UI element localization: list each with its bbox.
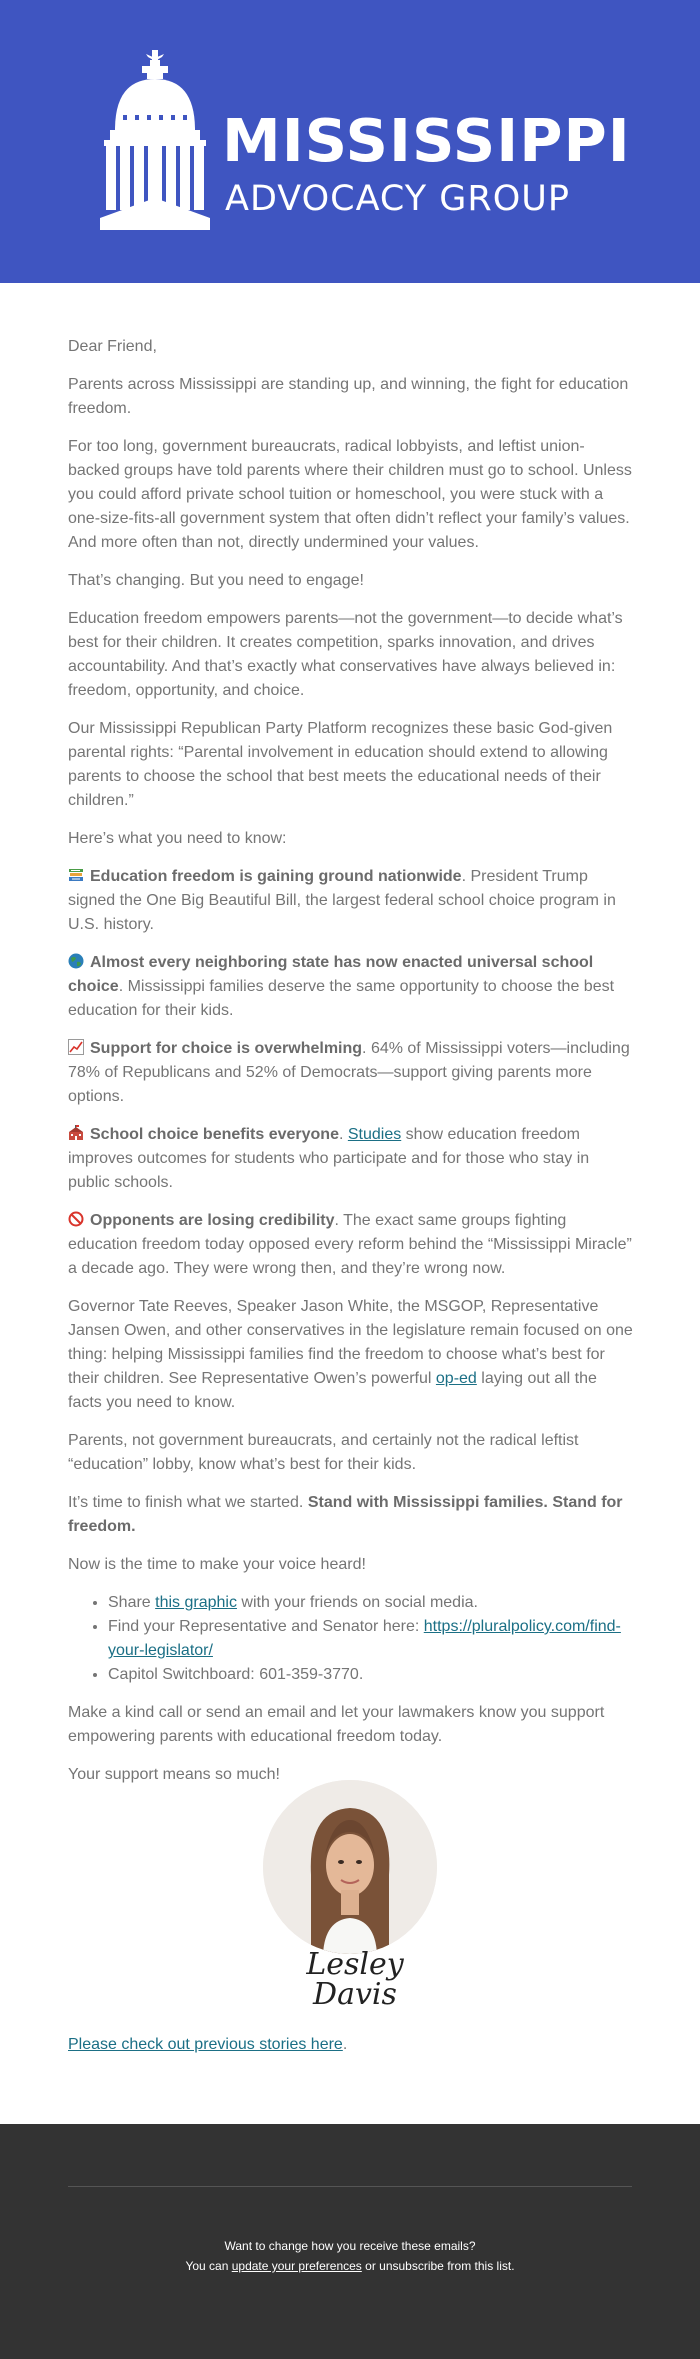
paragraph (68, 1491, 633, 1539)
school-icon (68, 1125, 84, 1141)
key-point-bold: Education freedom is gaining ground nationwide (90, 868, 462, 885)
update-preferences-link[interactable]: update your preferences (231, 2259, 362, 2273)
paragraph (68, 1295, 633, 1415)
paragraph-text: Governor Tate Reeves, Speaker Jason White, the MSGOP, Representative Jansen Owen, and other conservatives in the legislature remain focused on one thing: helping Mississippi families find the freedom to choose what’s best for their children. See Representative Owen’s powerful (68, 1298, 633, 1387)
chart-increasing-icon (68, 1039, 84, 1055)
find-legislator-link[interactable]: https://pluralpolicy.com/find-your-legislator/ (108, 1618, 621, 1659)
key-point-bold: School choice benefits everyone (90, 1126, 339, 1143)
greeting: Dear Friend, (68, 338, 157, 355)
paragraph-text: laying out all the facts you need to know. (68, 1370, 597, 1411)
list-item-text: with your friends on social media. (236, 1594, 478, 1611)
globe-icon (68, 953, 84, 969)
key-point (68, 1123, 633, 1195)
key-point-text: . Mississippi families deserve the same opportunity to choose the best education for their kids. (68, 978, 615, 1019)
key-point-bold: Support for choice is overwhelming (90, 1040, 363, 1057)
footer-line-text: You can (185, 2259, 232, 2273)
previous-stories (68, 2036, 347, 2054)
key-point-text: show education freedom improves outcomes for students who participate and for those who stay in public schools. (68, 1126, 590, 1191)
key-point-text: . The exact same groups fighting education freedom today opposed every reform behind the “Mississippi Miracle” a decade ago. They were wrong then, and they’re wrong now. (68, 1212, 632, 1277)
list-item-text: Share (108, 1594, 156, 1611)
paragraph: That’s changing. But you need to engage! (68, 572, 364, 589)
paragraph: Education freedom empowers parents—not the government—to decide what’s best for their children. It creates competition, sparks innovation, and drives accountability. And that’s exactly what conservatives have always believed in: freedom, opportunity, and choice. (68, 610, 623, 699)
paragraph: Parents across Mississippi are standing up, and winning, the fight for education freedom. (68, 376, 629, 417)
graphic-link[interactable]: this graphic (155, 1594, 237, 1611)
list-item (108, 1591, 633, 1615)
previous-stories-text: . (342, 2036, 348, 2053)
op-ed-link[interactable]: op-ed (435, 1370, 477, 1387)
signature-block (0, 1780, 700, 2020)
footer-line (0, 2256, 700, 2276)
paragraph-text: It’s time to finish what we started. (68, 1494, 308, 1511)
key-point-text: . 64% of Mississippi voters—including 78% of Republicans and 52% of Democrats—support giving parents more options. (68, 1040, 630, 1105)
paragraph: Here’s what you need to know: (68, 830, 287, 847)
email-footer (0, 2124, 700, 2359)
key-point (68, 865, 633, 937)
signature-name: Lesley Davis (306, 1947, 404, 2012)
key-point-bold: Opponents are losing credibility (90, 1212, 335, 1229)
key-point-text: . President Trump signed the One Big Beautiful Bill, the largest federal school choice program in U.S. history. (68, 868, 616, 933)
footer-divider (68, 2186, 632, 2187)
previous-stories-link[interactable]: Please check out previous stories here (68, 2036, 343, 2053)
avatar (263, 1780, 437, 1954)
action-list (68, 1591, 633, 1687)
books-icon (68, 867, 84, 883)
paragraph: Make a kind call or send an email and let your lawmakers know you support empowering parents with educational freedom today. (68, 1704, 605, 1745)
capitol-dome-icon (100, 48, 210, 233)
key-point (68, 1037, 633, 1109)
paragraph: Your support means so much! (68, 1766, 280, 1783)
email-body (68, 335, 633, 1801)
paragraph: Our Mississippi Republican Party Platform recognizes these basic God-given parental rights: “Parental involvement in education should extend to allowing parents to choose the school that best meets the educational needs of their children.” (68, 720, 613, 809)
key-point-text: . (338, 1126, 348, 1143)
footer-line-text: or unsubscribe from this list. (361, 2259, 515, 2273)
footer-line: Want to change how you receive these emails? (224, 2239, 476, 2253)
paragraph: Parents, not government bureaucrats, and certainly not the radical leftist “education” lobby, know what’s best for their kids. (68, 1432, 579, 1473)
list-item: • Capitol Switchboard: 601-359-3770. (108, 1663, 633, 1687)
footer-text (0, 2236, 700, 2276)
list-item-text: Find your Representative and Senator here: (108, 1618, 424, 1635)
studies-link[interactable]: Studies (347, 1126, 402, 1143)
key-point (68, 951, 633, 1023)
logo-title: MISSISSIPPI (222, 106, 631, 175)
paragraph-bold: Stand with Mississippi families. Stand for freedom. (68, 1494, 623, 1535)
paragraph: For too long, government bureaucrats, radical lobbyists, and leftist union-backed groups have told parents where their children must go to school. Unless you could afford private school tuition or homeschool, you were stuck with a one-size-fits-all government system that often didn’t reflect your family’s values. And more often than not, directly undermined your values. (68, 438, 632, 551)
list-item (108, 1615, 633, 1663)
paragraph: Now is the time to make your voice heard! (68, 1556, 366, 1573)
email-header (0, 0, 700, 283)
key-point-bold: Almost every neighboring state has now enacted universal school choice (68, 954, 594, 995)
prohibited-icon (68, 1211, 84, 1227)
logo-subtitle: ADVOCACY GROUP (225, 179, 570, 219)
key-point (68, 1209, 633, 1281)
